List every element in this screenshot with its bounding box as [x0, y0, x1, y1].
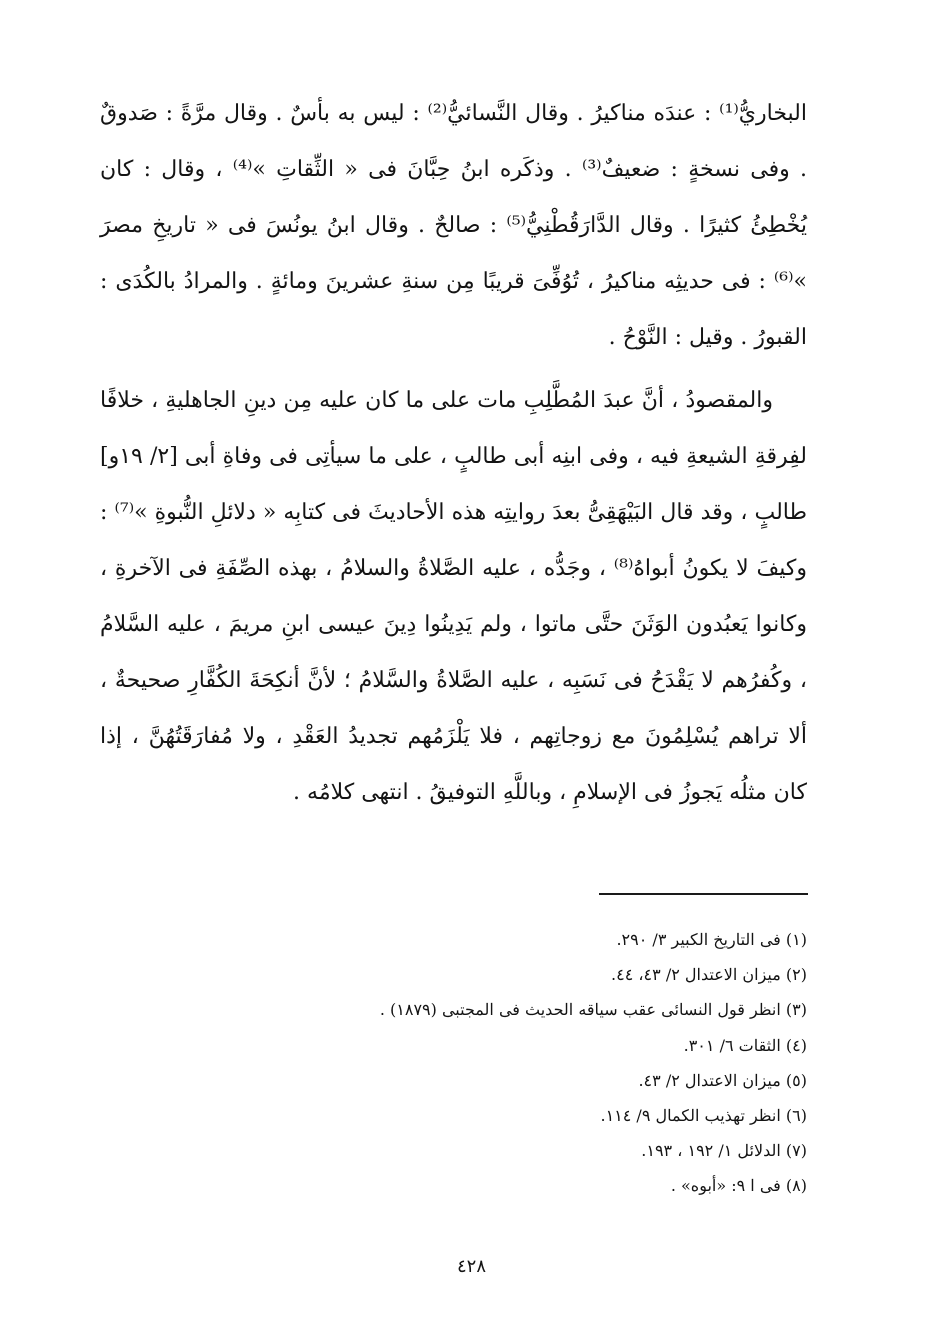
paragraph-2 — [100, 373, 807, 821]
page-number: ٤٢٨ — [456, 1256, 486, 1277]
footnote-2: (٢) ميزان الاعتدال ٢/ ٤٣، ٤٤. — [611, 965, 807, 985]
footnote-7: (٧) الدلائل ١/ ١٩٢ ، ١٩٣. — [641, 1141, 807, 1161]
paragraph-1 — [100, 86, 807, 366]
footnote-4: (٤) الثقات ٦/ ٣٠١. — [683, 1035, 807, 1055]
footnote-5: (٥) ميزان الاعتدال ٢/ ٤٣. — [638, 1070, 807, 1090]
paragraph-2-text: والمقصودُ ، أنَّ عبدَ المُطَّلِبِ مات على ما كان عليه مِن دينِ الجاهليةِ ، خلافًا لفِرقةِ الشيعةِ فيه ، وفى ابنِه أبى طالبٍ ، على ما سيأتِى فى وفاةِ أبى [٢/ ١٩و] طالبٍ ، وقد قال البَيْهَقِىُّ بعدَ روايتِه هذه الأحاديثَ فى كتابِه « دلائلِ النُّبوةِ »⁽⁷⁾ : وكيفَ لا يكونُ أبواهُ⁽⁸⁾ ، وجَدُّه ، عليه الصَّلاةُ والسلامُ ، بهذه الصِّفَةِ فى الآخرةِ ، وكانوا يَعبُدون الوَثَنَ حتَّى ماتوا ، ولم يَدِينُوا دِينَ عيسى ابنِ مريمَ ، عليه السَّلامُ ، وكُفرُهم لا يَقْدَحُ فى نَسَبِه ، عليه الصَّلاةُ والسَّلامُ ؛ لأنَّ أنكِحَةَ الكُفَّارِ صحيحةٌ ، ألا تراهم يُسْلِمُونَ مع زوجاتِهم ، فلا يَلْزَمُهم تجديدُ العَقْدِ ، ولا مُفارَقَتُهُنَّ ، إذا كان مثلُه يَجوزُ فى الإسلامِ ، وباللَّهِ التوفيقُ . انتهى كلامُه . — [100, 388, 808, 805]
footnote-8: (٨) فى ا ٩: «أبوه» . — [670, 1176, 807, 1196]
main-text — [100, 86, 807, 821]
footnotes — [200, 922, 807, 1204]
footnote-3: (٣) انظر قول النسائى عقب سياقه الحديث فى المجتبى (١٨٧٩) . — [379, 1000, 807, 1020]
footnote-separator — [599, 893, 808, 895]
footnote-6: (٦) انظر تهذيب الكمال ٩/ ١١٤. — [600, 1106, 807, 1126]
footnote-1: (١) فى التاريخ الكبير ٣/ ٢٩٠. — [616, 930, 807, 949]
paragraph-1-text: البخاريُّ⁽¹⁾ : عندَه مناكيرُ . وقال النَّسائيُّ⁽²⁾ : ليس به بأسٌ . وقال مرَّةً : صَدوقٌ . وفى نسخةٍ : ضعيفٌ⁽³⁾ . وذكَره ابنُ حِبَّانَ فى « الثِّقاتِ »⁽⁴⁾ ، وقال : كان يُخْطِئُ كثيرًا . وقال الدَّارَقُطْنِيُّ⁽⁵⁾ : صالحٌ . وقال ابنُ يونُسَ فى « تاريخِ مصرَ »⁽⁶⁾ : فى حديثِه مناكيرُ ، تُوُفِّىَ قريبًا مِن سنةِ عشرينَ ومائةٍ . والمرادُ بالكُدَى : القبورُ . وقيل : النَّوْحُ . — [100, 101, 808, 350]
